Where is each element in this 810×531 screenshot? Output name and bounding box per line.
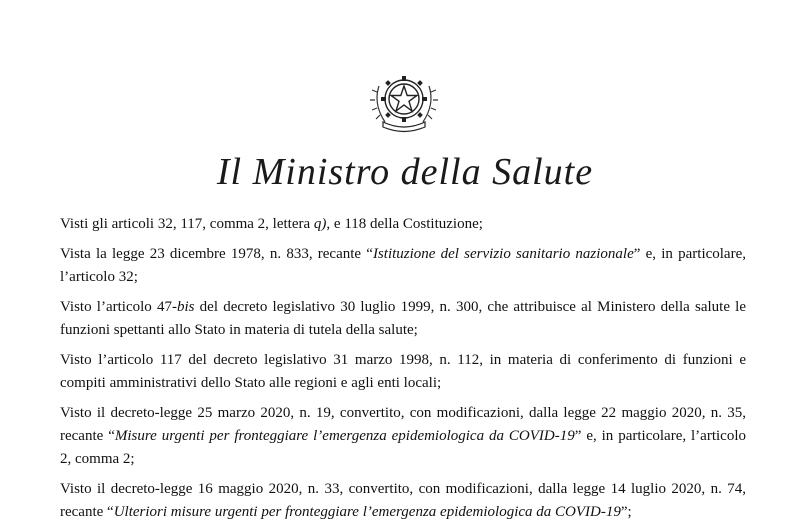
italic-text: q) [313,216,327,232]
paragraph [60,349,746,395]
text: Visto l’articolo 117 del decreto legislativo 31 marzo 1998, n. 112, in materia di conferimento di funzioni e compiti amministrativi dello Stato alle regioni e agli enti locali; [60,352,746,391]
paragraph [60,213,746,236]
text: , e 118 della Costituzione; [326,216,483,232]
paragraph [60,402,746,471]
text: ” e, in particolare, l’articolo 32; [60,246,746,285]
text: Visto il decreto-legge 16 maggio 2020, n. 33, convertito, con modificazioni, dalla legge 14 luglio 2020, n. 74, recante “ [60,481,746,520]
text: ” e, in particolare, l’articolo 2, comma 2; [60,428,746,467]
italic-text: bis [176,299,195,315]
text: del decreto legislativo 30 luglio 1999, n. 300, che attribuisce al Ministero della salute le funzioni spettanti allo Stato in materia di tutela della salute; [60,299,746,338]
paragraph [60,478,746,524]
paragraph [60,243,746,289]
italic-text: Istituzione del servizio sanitario nazionale [372,246,634,262]
text: Visti gli articoli 32, 117, comma 2, lettera [60,216,314,232]
italic-text: Ulteriori misure urgenti per fronteggiare l’emergenza epidemiologica da COVID-19 [113,504,621,520]
text: Visto l’articolo 47- [60,299,177,315]
text: Vista la legge 23 dicembre 1978, n. 833, recante “ [60,246,373,262]
page-title: Il Ministro della Salute [216,151,594,193]
paragraph [60,296,746,342]
italian-republic-emblem-icon [369,66,439,134]
document-body [60,213,746,531]
italic-text: Misure urgenti per fronteggiare l’emergenza epidemiologica da COVID-19 [114,428,575,444]
text: Visto il decreto-legge 25 marzo 2020, n. 19, convertito, con modificazioni, dalla legge 22 maggio 2020, n. 35, recante “ [60,405,746,444]
text: ”; [620,504,632,520]
